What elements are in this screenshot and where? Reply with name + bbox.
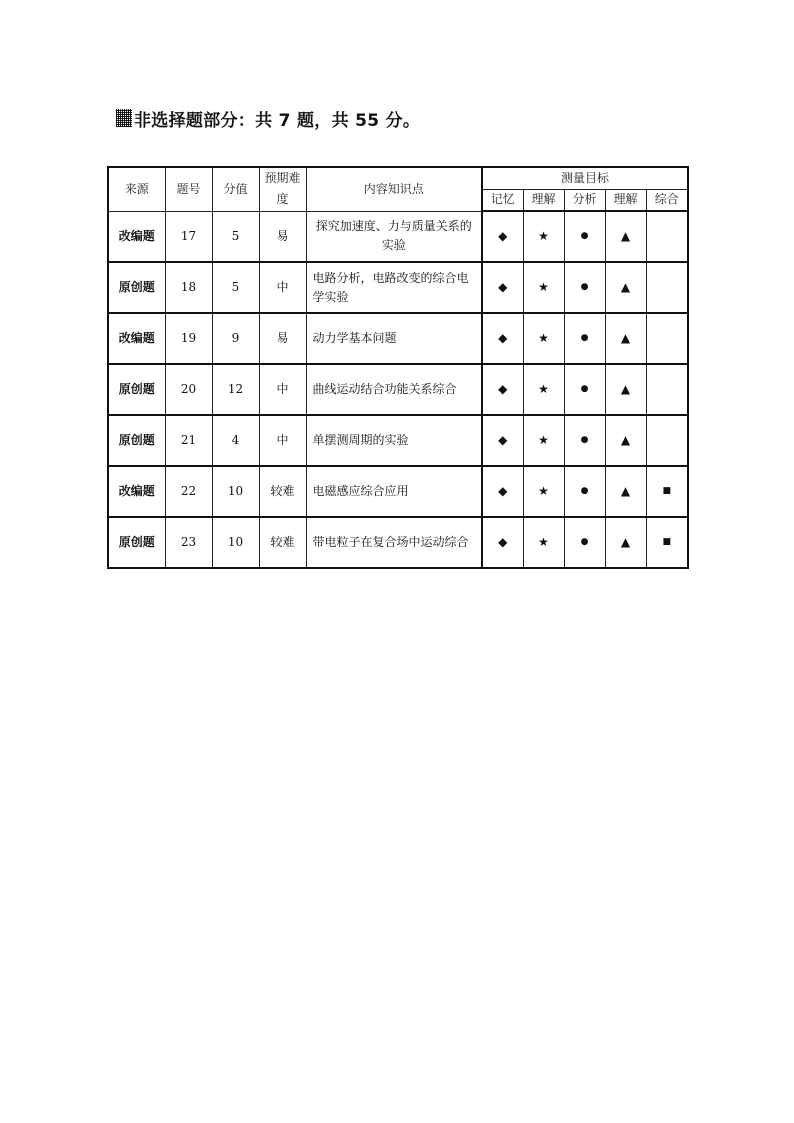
row-understand2-mark: ▲ [605,211,646,262]
row-analyze-mark: ● [564,517,605,568]
row-understand2-mark: ▲ [605,313,646,364]
row-number: 17 [165,211,212,262]
row-source: 改编题 [108,211,165,262]
row-number: 23 [165,517,212,568]
row-source: 原创题 [108,262,165,313]
row-memory-mark: ◆ [482,211,523,262]
row-content: 动力学基本问题 [306,313,482,364]
row-memory-mark: ◆ [482,466,523,517]
row-understand-mark: ★ [523,211,564,262]
row-memory-mark: ◆ [482,364,523,415]
header-goal-understand-2: 理解 [605,189,646,211]
row-content: 曲线运动结合功能关系综合 [306,364,482,415]
row-synthesis-mark [646,364,688,415]
row-understand2-mark: ▲ [605,262,646,313]
row-number: 20 [165,364,212,415]
header-goal-memory: 记忆 [482,189,523,211]
row-number: 22 [165,466,212,517]
row-content: 电磁感应综合应用 [306,466,482,517]
row-understand-mark: ★ [523,262,564,313]
row-score: 5 [212,262,259,313]
row-synthesis-mark: ■ [646,517,688,568]
row-synthesis-mark [646,313,688,364]
measurement-goals-table [107,166,689,569]
row-difficulty: 中 [259,364,306,415]
row-understand2-mark: ▲ [605,415,646,466]
row-number: 19 [165,313,212,364]
row-source: 原创题 [108,415,165,466]
row-analyze-mark: ● [564,211,605,262]
table-row [108,364,688,415]
section-heading-text: 非选择题部分：共 7 题，共 55 分。 [134,110,421,131]
row-understand2-mark: ▲ [605,466,646,517]
row-score: 4 [212,415,259,466]
row-understand-mark: ★ [523,415,564,466]
row-content: 带电粒子在复合场中运动综合 [306,517,482,568]
header-difficulty: 预期难度 [259,167,306,211]
header-goal-understand: 理解 [523,189,564,211]
header-source: 来源 [108,167,165,211]
row-synthesis-mark: ■ [646,466,688,517]
row-difficulty: 较难 [259,466,306,517]
row-difficulty: 中 [259,262,306,313]
checkered-square-icon [116,109,132,127]
row-synthesis-mark [646,211,688,262]
header-number: 题号 [165,167,212,211]
table-row [108,517,688,568]
row-content: 电路分析，电路改变的综合电学实验 [306,262,482,313]
row-source: 改编题 [108,466,165,517]
row-analyze-mark: ● [564,415,605,466]
row-memory-mark: ◆ [482,313,523,364]
row-number: 21 [165,415,212,466]
table-row [108,415,688,466]
header-content: 内容知识点 [306,167,482,211]
header-goals: 测量目标 [482,167,688,189]
table-row [108,211,688,262]
row-source: 改编题 [108,313,165,364]
row-difficulty: 较难 [259,517,306,568]
row-memory-mark: ◆ [482,262,523,313]
row-score: 10 [212,517,259,568]
row-analyze-mark: ● [564,364,605,415]
section-heading [116,105,420,131]
row-score: 10 [212,466,259,517]
row-synthesis-mark [646,262,688,313]
row-score: 12 [212,364,259,415]
row-understand2-mark: ▲ [605,517,646,568]
row-source: 原创题 [108,364,165,415]
table-row [108,262,688,313]
header-score: 分值 [212,167,259,211]
row-memory-mark: ◆ [482,415,523,466]
header-goal-synthesis: 综合 [646,189,688,211]
row-content: 探究加速度、力与质量关系的实验 [306,211,482,262]
row-memory-mark: ◆ [482,517,523,568]
row-understand-mark: ★ [523,517,564,568]
row-score: 9 [212,313,259,364]
row-synthesis-mark [646,415,688,466]
row-analyze-mark: ● [564,466,605,517]
row-analyze-mark: ● [564,313,605,364]
row-understand2-mark: ▲ [605,364,646,415]
row-difficulty: 易 [259,313,306,364]
row-understand-mark: ★ [523,313,564,364]
row-understand-mark: ★ [523,364,564,415]
row-difficulty: 易 [259,211,306,262]
table-row [108,313,688,364]
row-understand-mark: ★ [523,466,564,517]
row-analyze-mark: ● [564,262,605,313]
row-number: 18 [165,262,212,313]
row-content: 单摆测周期的实验 [306,415,482,466]
table-row [108,466,688,517]
header-goal-analyze: 分析 [564,189,605,211]
row-source: 原创题 [108,517,165,568]
row-score: 5 [212,211,259,262]
row-difficulty: 中 [259,415,306,466]
